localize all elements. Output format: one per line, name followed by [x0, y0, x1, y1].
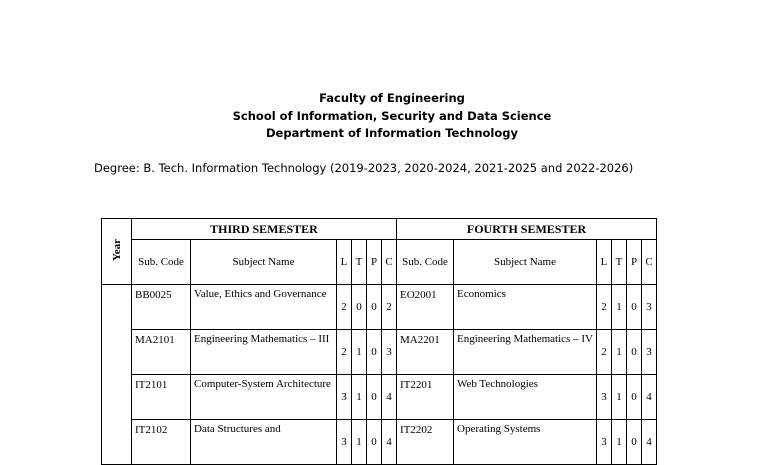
fourth-c: 3: [642, 285, 657, 330]
third-subject-name: Data Structures and: [191, 420, 337, 465]
fourth-subject-name: Economics: [454, 285, 597, 330]
fourth-p: 0: [627, 330, 642, 375]
year-header-cell: [102, 219, 132, 285]
col-subject-name: Subject Name: [191, 240, 337, 285]
third-t: 0: [352, 285, 367, 330]
third-c: 3: [382, 330, 397, 375]
year-label: Year: [110, 239, 123, 261]
fourth-t: 1: [612, 420, 627, 465]
third-p: 0: [367, 285, 382, 330]
fourth-c: 3: [642, 330, 657, 375]
col-c: C: [642, 240, 657, 285]
fourth-sub-code: IT2202: [397, 420, 454, 465]
third-c: 4: [382, 420, 397, 465]
third-sub-code: IT2101: [132, 375, 191, 420]
third-p: 0: [367, 420, 382, 465]
third-p: 0: [367, 330, 382, 375]
table-row: [102, 375, 657, 420]
col-t: T: [612, 240, 627, 285]
third-sub-code: IT2102: [132, 420, 191, 465]
table-row: [102, 285, 657, 330]
third-sub-code: MA2101: [132, 330, 191, 375]
curriculum-table: [101, 218, 657, 465]
col-t: T: [352, 240, 367, 285]
fourth-l: 2: [597, 285, 612, 330]
third-l: 2: [337, 285, 352, 330]
third-sub-code: BB0025: [132, 285, 191, 330]
col-l: L: [597, 240, 612, 285]
fourth-t: 1: [612, 375, 627, 420]
fourth-l: 2: [597, 330, 612, 375]
col-l: L: [337, 240, 352, 285]
fourth-p: 0: [627, 375, 642, 420]
col-c: C: [382, 240, 397, 285]
department-title: Department of Information Technology: [266, 126, 518, 140]
third-l: 3: [337, 375, 352, 420]
fourth-l: 3: [597, 375, 612, 420]
column-header-row: [102, 240, 657, 285]
third-t: 1: [352, 330, 367, 375]
faculty-title: Faculty of Engineering: [319, 91, 465, 105]
fourth-sub-code: IT2201: [397, 375, 454, 420]
fourth-c: 4: [642, 420, 657, 465]
third-c: 2: [382, 285, 397, 330]
table-row: [102, 420, 657, 465]
third-subject-name: Engineering Mathematics – III: [191, 330, 337, 375]
col-subject-name: Subject Name: [454, 240, 597, 285]
fourth-t: 1: [612, 330, 627, 375]
col-p: P: [367, 240, 382, 285]
third-t: 1: [352, 375, 367, 420]
third-subject-name: Value, Ethics and Governance: [191, 285, 337, 330]
fourth-subject-name: Engineering Mathematics – IV: [454, 330, 597, 375]
third-subject-name: Computer-System Architecture: [191, 375, 337, 420]
third-l: 3: [337, 420, 352, 465]
fourth-subject-name: Web Technologies: [454, 375, 597, 420]
fourth-sub-code: MA2201: [397, 330, 454, 375]
fourth-c: 4: [642, 375, 657, 420]
third-t: 1: [352, 420, 367, 465]
col-sub-code: Sub. Code: [397, 240, 454, 285]
third-p: 0: [367, 375, 382, 420]
degree-line: Degree: B. Tech. Information Technology (2019-2023, 2020-2024, 2021-2025 and 2022-2026): [94, 161, 634, 175]
third-l: 2: [337, 330, 352, 375]
third-semester-header: THIRD SEMESTER: [132, 219, 397, 240]
fourth-p: 0: [627, 285, 642, 330]
third-c: 4: [382, 375, 397, 420]
table-row: [102, 330, 657, 375]
fourth-subject-name: Operating Systems: [454, 420, 597, 465]
col-sub-code: Sub. Code: [132, 240, 191, 285]
fourth-t: 1: [612, 285, 627, 330]
col-p: P: [627, 240, 642, 285]
year-cell: [102, 285, 132, 465]
school-title: School of Information, Security and Data Science: [232, 109, 552, 123]
fourth-l: 3: [597, 420, 612, 465]
fourth-semester-header: FOURTH SEMESTER: [397, 219, 657, 240]
fourth-sub-code: EO2001: [397, 285, 454, 330]
fourth-p: 0: [627, 420, 642, 465]
